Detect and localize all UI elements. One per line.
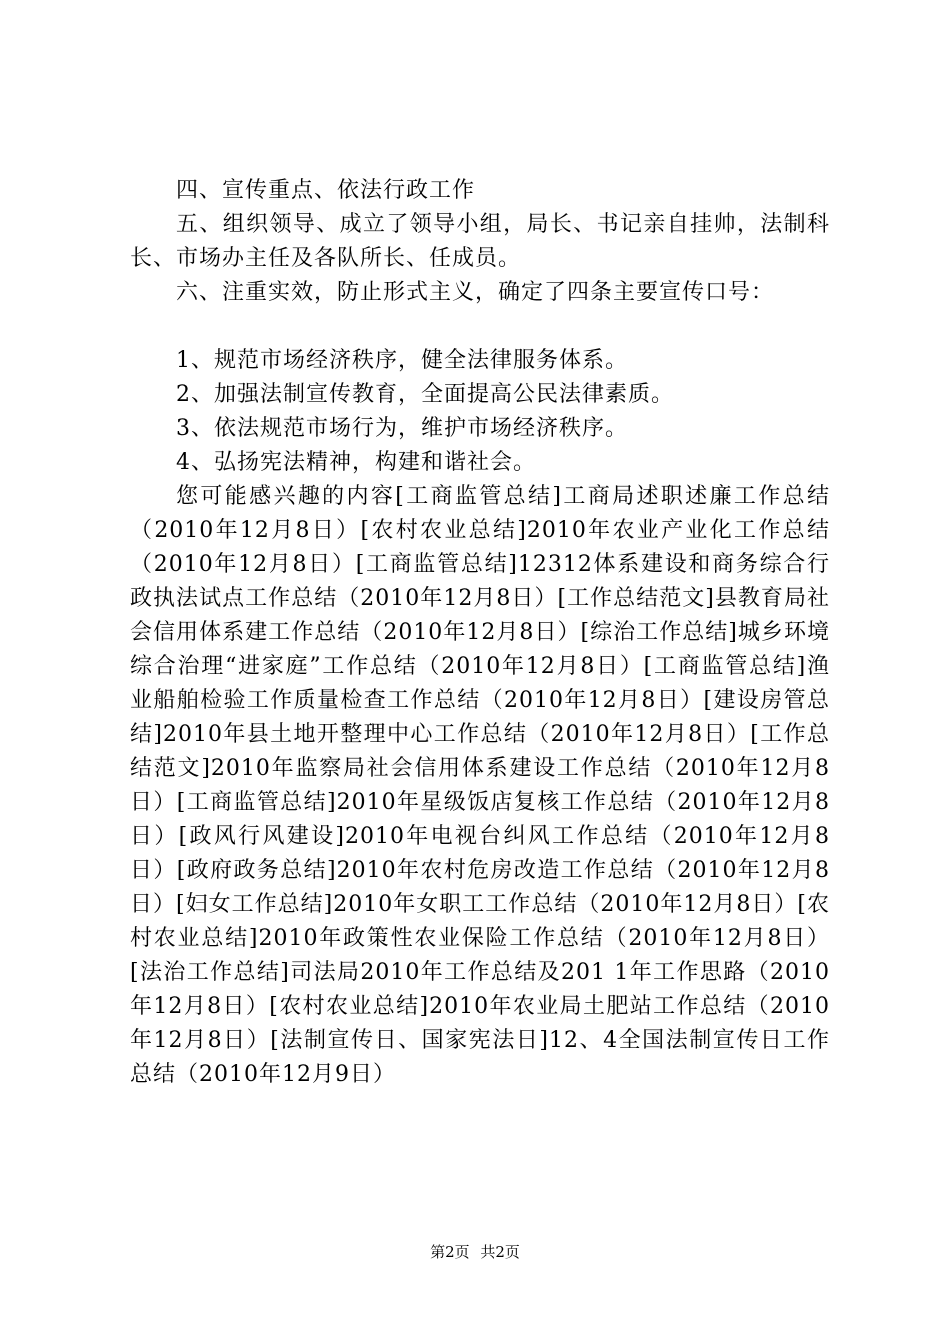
paragraph-spacer [130, 310, 830, 344]
paragraph-section-four: 四、宣传重点、依法行政工作 [176, 178, 476, 203]
related-content-paragraph: 您可能感兴趣的内容[工商监管总结]工商局述职述廉工作总结（2010年12月8日）[农村农业总结]2010年农业产业化工作总结（2010年12月8日）[工商监管总结]12312体系建设和商务综合行政执法试点工作总结（2010年12月8日）[工作总结范文]县教育局社会信用体系建工作总结（2010年12月8日）[综治工作总结]城乡环境综合治理“进家庭”工作总结（2010年12月8日）[工商监管总结]渔业船舶检验工作质量检查工作总结（2010年12月8日）[建设房管总结]2010年县土地开整理中心工作总结（2010年12月8日）[工作总结范文]2010年监察局社会信用体系建设工作总结（2010年12月8日）[工商监管总结]2010年星级饭店复核工作总结（2010年12月8日）[政风行风建设]2010年电视台纠风工作总结（2010年12月8日）[政府政务总结]2010年农村危房改造工作总结（2010年12月8日）[妇女工作总结]2010年女职工工作总结（2010年12月8日）[农村农业总结]2010年政策性农业保险工作总结（2010年12月8日）[法治工作总结]司法局2010年工作总结及201 1年工作思路（2010年12月8日）[农村农业总结]2010年农业局土肥站工作总结（2010年12月8日）[法制宣传日、国家宪法日]12、4全国法制宣传日工作总结（2010年12月9日） [130, 484, 830, 1087]
slogan-item: 3、依法规范市场行为，维护市场经济秩序。 [176, 416, 628, 441]
slogan-item: 4、弘扬宪法精神，构建和谐社会。 [176, 450, 536, 475]
page-number: 第2页 [430, 1243, 470, 1261]
paragraph-section-six: 六、注重实效，防止形式主义，确定了四条主要宣传口号： [176, 280, 775, 305]
paragraph-section-five: 五、组织领导、成立了领导小组，局长、书记亲自挂帅，法制科长、市场办主任及各队所长、任成员。 [130, 212, 830, 271]
page-footer [0, 1242, 950, 1262]
page-total: 共2页 [480, 1243, 520, 1261]
document-body [130, 174, 830, 1092]
slogan-item: 2、加强法制宣传教育，全面提高公民法律素质。 [176, 382, 674, 407]
slogan-item: 1、规范市场经济秩序，健全法律服务体系。 [176, 348, 628, 373]
